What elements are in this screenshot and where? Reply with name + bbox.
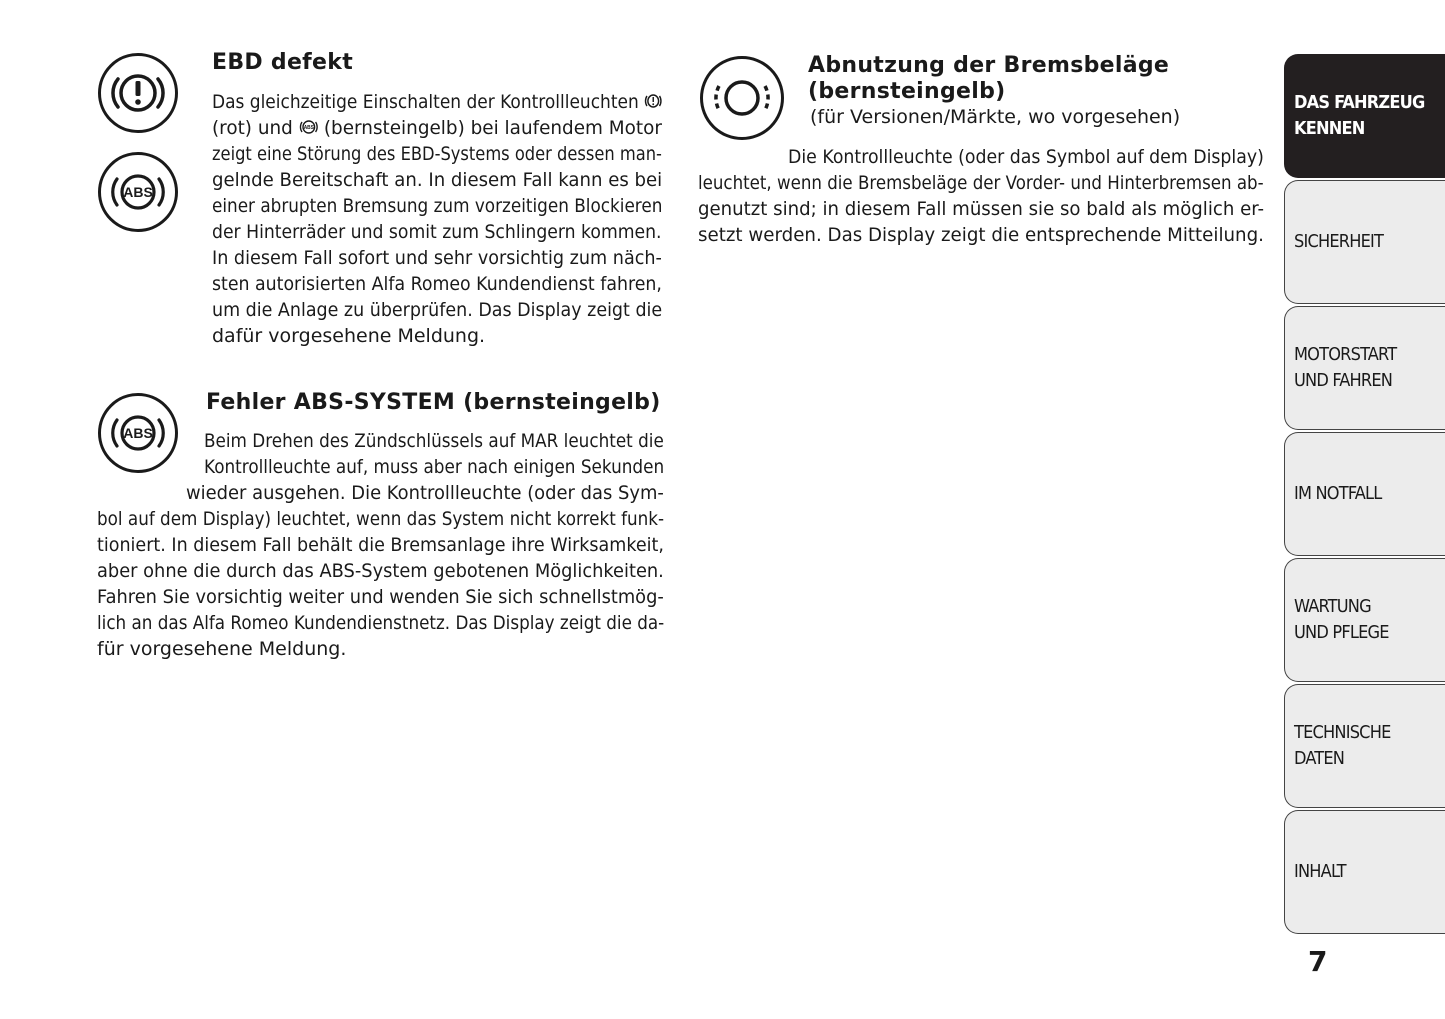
ebd-line-8: sten autorisierten Alfa Romeo Kundendienst fahren, (212, 273, 662, 295)
ebd-paragraph (212, 89, 662, 349)
abs-icon-large (98, 393, 178, 473)
tab-sicherheit[interactable] (1284, 180, 1445, 304)
abs-icon-label: ABS (123, 184, 153, 200)
abs-line-2: Kontrollleuchte auf, muss aber nach einigen Sekunden (204, 456, 665, 478)
tab-motorstart-und-fahren[interactable] (1284, 306, 1445, 430)
abs-line-7: Fahren Sie vorsichtig weiter und wenden Sie sich schnellstmög- (97, 586, 664, 608)
brake-warning-icon-inline (644, 91, 662, 111)
ebd-line-2: (rot) und ABS (bernsteingelb) bei laufendem Motor (212, 117, 662, 139)
ebd-heading: EBD defekt (212, 50, 354, 75)
tab-label: INHALT (1294, 861, 1346, 882)
ebd-line-5: einer abrupten Bremsung zum vorzeitigen Blockieren (212, 195, 663, 217)
abs-heading: Fehler ABS-SYSTEM (bernsteingelb) (206, 390, 661, 415)
pads-line-4: setzt werden. Das Display zeigt die entsprechende Mitteilung. (698, 224, 1264, 246)
pads-paragraph-rest (698, 170, 1264, 248)
brake-pad-wear-icon (700, 56, 784, 140)
page-number: 7 (1308, 945, 1328, 978)
abs-line-6: aber ohne die durch das ABS-System gebotenen Möglichkeiten. (97, 560, 664, 582)
tab-im-notfall[interactable] (1284, 432, 1445, 556)
ebd-line-7: In diesem Fall sofort und sehr vorsichtig zum näch- (212, 247, 662, 269)
abs-line-3: wieder ausgehen. Die Kontrollleuchte (oder das Sym- (186, 482, 664, 504)
ebd-line-1: Das gleichzeitige Einschalten der Kontrollleuchten (212, 89, 615, 115)
tab-label: IM NOTFALL (1294, 483, 1382, 504)
brake-warning-icon (98, 53, 178, 133)
tab-das-fahrzeug-kennen[interactable] (1284, 54, 1445, 178)
tab-label: WARTUNG UND PFLEGE (1294, 596, 1389, 643)
tab-inhalt[interactable] (1284, 810, 1445, 934)
ebd-line-9: um die Anlage zu überprüfen. Das Display zeigt die (212, 299, 663, 321)
abs-line-4: bol auf dem Display) leuchtet, wenn das System nicht korrekt funk- (97, 508, 665, 530)
pads-heading-line-2: (bernsteingelb) (808, 79, 1006, 104)
abs-line-9: für vorgesehene Meldung. (97, 638, 347, 660)
abs-paragraph-bottom (97, 506, 664, 662)
abs-icon-inline (299, 117, 318, 137)
pads-line-2: leuchtet, wenn die Bremsbeläge der Vorder- und Hinterbremsen ab- (698, 172, 1264, 194)
tab-label: MOTORSTART UND FAHREN (1294, 344, 1397, 391)
pads-line-3: genutzt sind; in diesem Fall müssen sie so bald als möglich er- (698, 198, 1265, 220)
svg-text:ABS: ABS (303, 125, 314, 132)
ebd-line-10: dafür vorgesehene Meldung. (212, 325, 486, 347)
pads-line-1: Die Kontrollleuchte (oder das Symbol auf dem Display) (788, 146, 1264, 168)
abs-paragraph-mid (186, 480, 664, 506)
tab-wartung-und-pflege[interactable] (1284, 558, 1445, 682)
pads-paragraph-first (788, 144, 1264, 170)
tab-label: SICHERHEIT (1294, 231, 1384, 252)
ebd-line-4: gelnde Bereitschaft an. In diesem Fall kann es bei (212, 169, 663, 191)
pads-availability-note: (für Versionen/Märkte, wo vorgesehen) (810, 106, 1181, 128)
abs-line-8: lich an das Alfa Romeo Kundendienstnetz. Das Display zeigt die da- (97, 612, 665, 634)
abs-paragraph-top (204, 428, 664, 480)
abs-line-5: tioniert. In diesem Fall behält die Bremsanlage ihre Wirksamkeit, (97, 534, 664, 556)
tab-label: TECHNISCHE DATEN (1294, 722, 1391, 769)
ebd-line-3: zeigt eine Störung des EBD-Systems oder dessen man- (212, 143, 662, 165)
tab-label: DAS FAHRZEUG KENNEN (1294, 92, 1425, 139)
pads-heading-line-1: Abnutzung der Bremsbeläge (808, 53, 1170, 78)
svg-text:ABS: ABS (123, 425, 153, 441)
abs-line-1: Beim Drehen des Zündschlüssels auf MAR leuchtet die (204, 430, 664, 452)
ebd-line-6: der Hinterräder und somit zum Schlingern kommen. (212, 221, 662, 243)
tab-technische-daten[interactable] (1284, 684, 1445, 808)
abs-icon (98, 152, 178, 232)
